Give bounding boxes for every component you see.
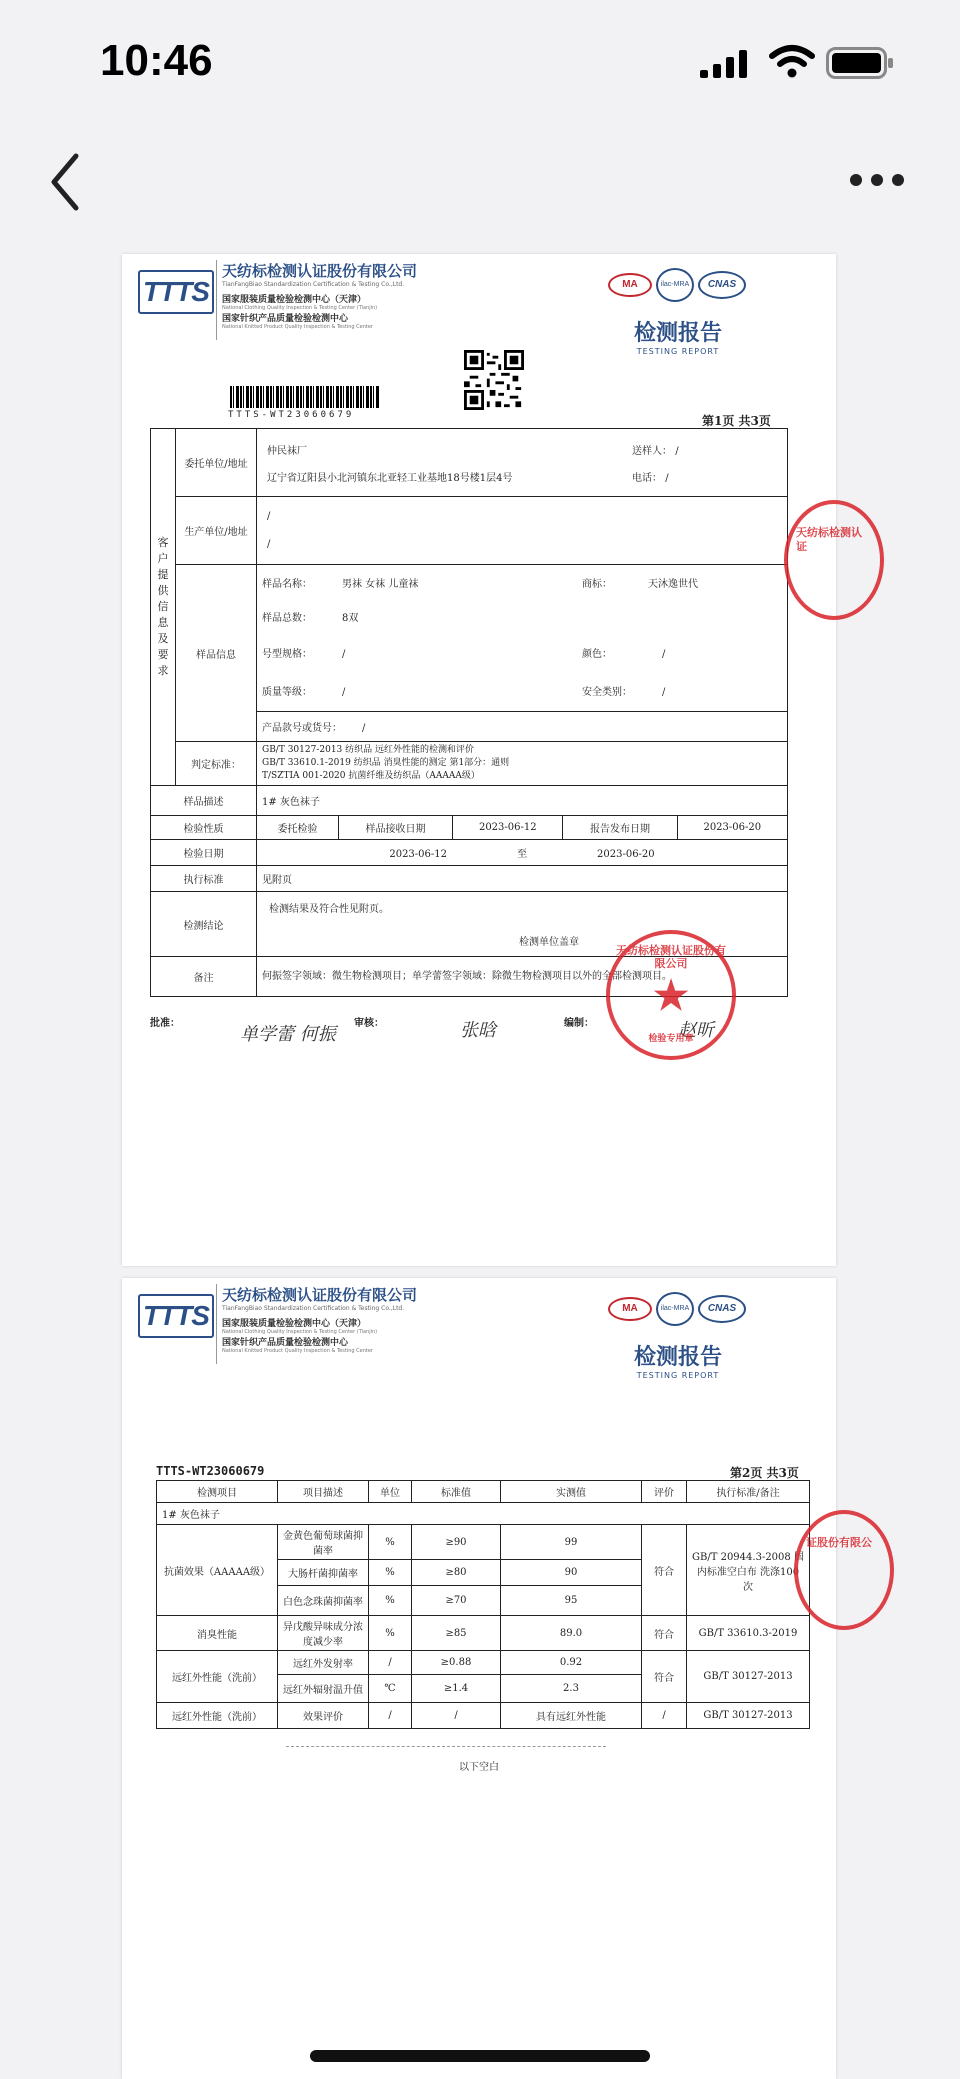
ttts-logo: TTTS xyxy=(138,1294,214,1338)
battery-icon xyxy=(826,47,894,79)
home-indicator[interactable] xyxy=(310,2050,650,2062)
reviewer-signature: 张晗 xyxy=(460,1020,496,1041)
edge-seal: 天纺标检测认证 xyxy=(784,500,884,620)
cnas-mark: CNAS xyxy=(698,271,746,299)
org-header: 天纺标检测认证股份有限公司 TianFangBiao Standardization Certification & Testing Co.,Ltd. 国家服装质量检验检测中心（天津） National Clothing Quality Inspection & Testing Center (Tianjin) 国家针织产品质量检验检测中心 National Knitted Product Quality Inspection & Testing Center xyxy=(222,1284,417,1354)
org-header: 天纺标检测认证股份有限公司 TianFangBiao Standardization Certification & Testing Co.,Ltd. 国家服装质量检验检测中心（天津） National Clothing Quality Inspection & Testing Center (Tianjin) 国家针织产品质量检验检测中心 National Knitted Product Quality Inspection & Testing Center xyxy=(222,260,417,330)
cma-mark: MA xyxy=(608,273,652,297)
side-label: 客户提供信息及要求 xyxy=(151,429,176,786)
page-number: 第1页 共3页 xyxy=(702,414,771,428)
ilac-mark: ilac-MRA xyxy=(656,1292,694,1326)
report-title: 检测报告 TESTING REPORT xyxy=(634,1345,723,1380)
editor-signature: 赵昕 xyxy=(678,1020,714,1041)
back-chevron-icon[interactable] xyxy=(48,152,82,212)
cellular-signal-icon xyxy=(700,50,752,78)
report-page-2 xyxy=(122,1278,872,2079)
blank-below-note: 以下空白 xyxy=(459,1762,499,1773)
report-page-1: TTTS 天纺标检测认证股份有限公司 TianFangBiao Standardization Certification & Testing Co.,Ltd. 国家服装质量检验检测中心（天津） National Clothing Quality Inspection & Testing Center (Tianjin) 国家针织产品质量检验检测中心 National Knitted Product Quality Inspection & Testing Center MA ilac-MRA CNAS 检测报告 TESTING REPORT TTTS-WT23060679 第1页 共3页 客户提供信息及要求 委托单位/地址 仲民袜厂 送样人： / 辽宁省辽阳县小北河镇东北亚轻工业基地18号楼1层4号 电话： / 生产单位/地址 / / 样品信息 样品名称： 男袜 女袜 儿童袜 商标： 天沐逸世代 样品总数： 8双 号型规格： / 颜色： / 质量等级： / 安全类别： / 产品款号或货号： / 判定标准： GB/T 30127-2013 纺织品 远红外性能的检测和评价 GB/T 33610.1-2019 纺织品 消臭性能的测定 第1部分：通则 T/SZTIA 001-2020 抗菌纤维及纺织品（AAAAA级） 样品描述 1# 灰色袜子 检验性质 委托检验 样品接收日期 2023-06-12 报告发布日期 2023-06-20 检验日期 2023-06-12 至 2023-06-20 执行标准 见附页 检测结论 检测结果及符合性见附页。 检测单位盖章 备注 何振签字领域：微生物检测项目；单学蕾签字领域：除微生物检测项目以外的全部检测项目。 批准： 单学蕾 何振 审核： 张晗 编制： 赵昕 天纺标检测认证股份有限公司 ★ 检验专用章 天纺标检测认证 xyxy=(122,254,836,1266)
qr-code xyxy=(464,350,524,410)
barcode xyxy=(230,386,380,408)
page-number: 第2页 共3页 xyxy=(730,1466,799,1480)
results-table: 检测项目 项目描述 单位 标准值 实测值 评价 执行标准/备注 1# 灰色袜子 抗菌效果（AAAAA级） 金黄色葡萄球菌抑菌率 % ≥90 99 符合 GB/T 20944.3-2008 国内标准空白布 洗涤100次 大肠杆菌抑菌率 % ≥80 90 白色念珠菌抑菌率 % ≥70 95 消臭性能 异戊酸异味成分浓度减少率 % ≥85 89.0 符合 GB/T 33610.3-2019 远红外性能（洗前） 远红外发射率 / ≥0.88 0.92 符合 GB/T 30127-2013 远红外辐射温升值 ℃ ≥1.4 2.3 远红外性能（洗前） 效果评价 / / 具有远红外性能 / GB/T 30127-2013 xyxy=(156,1480,810,1729)
approver-signature: 单学蕾 何振 xyxy=(240,1024,336,1045)
cnas-mark: CNAS xyxy=(698,1295,746,1323)
official-seal: 天纺标检测认证股份有限公司 ★ 检验专用章 xyxy=(606,930,736,1060)
ilac-mark: ilac-MRA xyxy=(656,268,694,302)
accreditation-marks xyxy=(608,268,746,302)
cma-mark: MA xyxy=(608,1297,652,1321)
edge-seal: 证股份有限公 xyxy=(794,1510,894,1630)
divider xyxy=(286,1746,606,1747)
report-info-table: 客户提供信息及要求 委托单位/地址 仲民袜厂 送样人： / 辽宁省辽阳县小北河镇东北亚轻工业基地18号楼1层4号 电话： / 生产单位/地址 / / 样品信息 样品名称： 男袜 女袜 儿童袜 商标： 天沐逸世代 样品总数： 8双 号型规格： / 颜色： / 质量等级： / 安全类别： / 产品款号或货号： / 判定标准： GB/T 30127-2013 纺织品 远红外性能的检测和评价 GB/T 33610.1-2019 纺织品 消臭性能的测定 第1部分：通则 T/SZTIA 001-2020 抗菌纤维及纺织品（AAAAA级） 样品描述 1# 灰色袜子 检验性质 委托检验 样品接收日期 2023-06-12 报告发布日期 2023-06-20 检验日期 2023-06-12 至 2023-06-20 执行标准 见附页 检测结论 检测结果及符合性见附页。 检测单位盖章 备注 何振签字领域：微生物检测项目；单学蕾签字领域：除微生物检测项目以外的全部检测项目。 xyxy=(150,428,788,997)
wifi-icon xyxy=(770,44,814,78)
ttts-logo: TTTS xyxy=(138,270,214,314)
report-serial: TTTS-WT23060679 xyxy=(156,1464,265,1478)
report-title: 检测报告 TESTING REPORT xyxy=(634,321,723,356)
accreditation-marks xyxy=(608,1292,746,1326)
barcode-text: TTTS-WT23060679 xyxy=(228,410,355,420)
status-time: 10:46 xyxy=(100,36,213,85)
more-options-icon[interactable] xyxy=(848,170,906,190)
